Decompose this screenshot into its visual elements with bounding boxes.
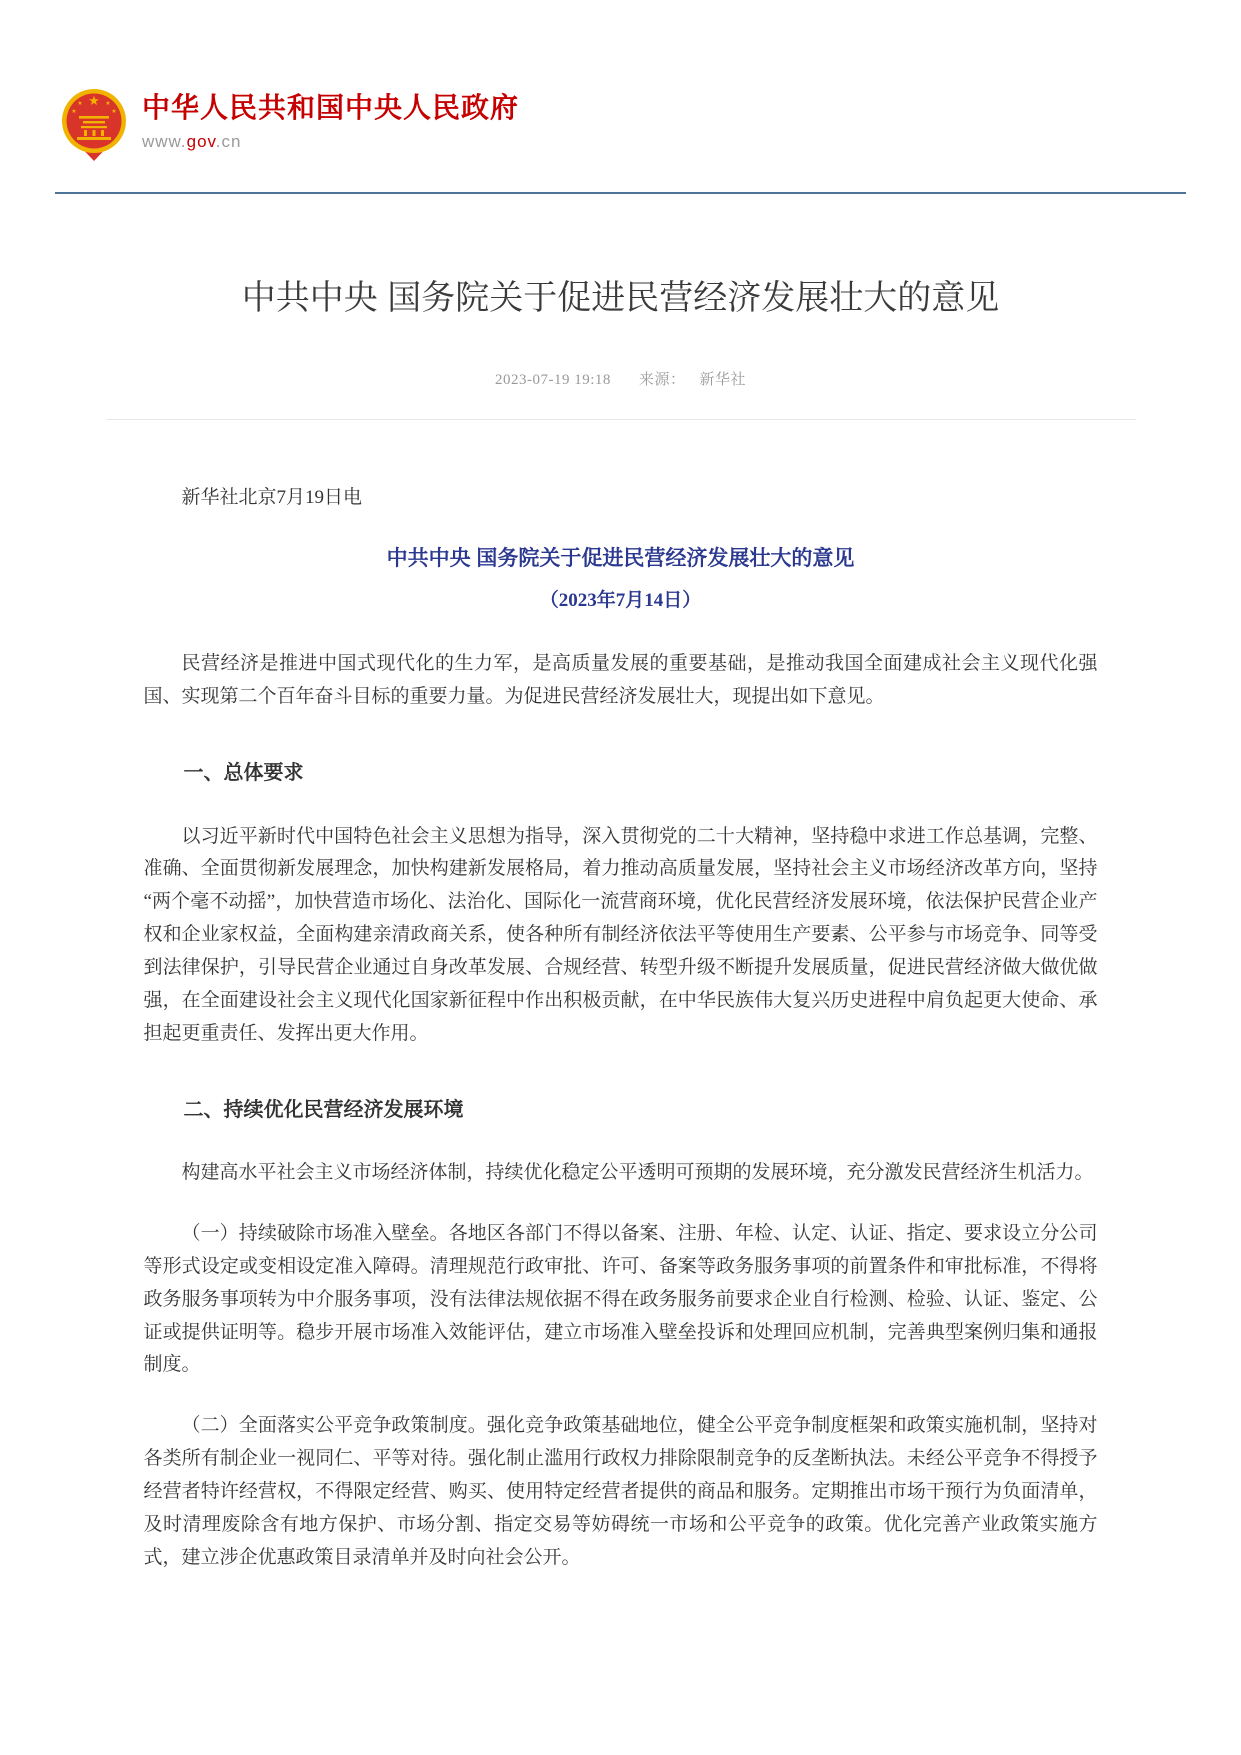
site-url-suffix: .cn bbox=[215, 132, 242, 152]
header-divider bbox=[55, 192, 1186, 194]
document-title: 中共中央 国务院关于促进民营经济发展壮大的意见 bbox=[386, 547, 855, 571]
article-meta bbox=[106, 368, 1136, 420]
body-paragraph: 民营经济是推进中国式现代化的生力军，是高质量发展的重要基础，是推动我国全面建成社会主义现代化强国、实现第二个百年奋斗目标的重要力量。为促进民营经济发展壮大，现提出如下意见。 bbox=[143, 653, 1098, 708]
site-header-brand[interactable] bbox=[0, 0, 1241, 162]
brand-text-block bbox=[142, 88, 519, 152]
source-label: 来源： bbox=[638, 372, 686, 389]
site-url bbox=[142, 132, 519, 152]
source-name: 新华社 bbox=[699, 372, 746, 389]
site-url-gov: gov bbox=[186, 132, 216, 152]
svg-text:★: ★ bbox=[105, 100, 111, 107]
article-body bbox=[106, 420, 1136, 1574]
svg-text:★: ★ bbox=[88, 94, 100, 109]
body-paragraph: （一）持续破除市场准入壁垒。各地区各部门不得以备案、注册、年检、认定、认证、指定、要求设立分公司等形式设定或变相设定准入障碍。清理规范行政审批、许可、备案等政务服务事项的前置条件和审批标准，不得将政务服务事项转为中介服务事项，没有法律法规依据不得在政务服务前要求企业自行检测、检验、认证、鉴定、公证或提供证明等。稳步开展市场准入效能评估，建立市场准入壁垒投诉和处理回应机制，完善典型案例归集和通报制度。 bbox=[143, 1223, 1098, 1376]
body-paragraph: 构建高水平社会主义市场经济体制，持续优化稳定公平透明可预期的发展环境，充分激发民营经济生机活力。 bbox=[181, 1162, 1094, 1184]
document-date-subtitle: （2023年7月14日） bbox=[539, 590, 702, 612]
svg-text:★: ★ bbox=[111, 108, 117, 115]
dateline: 新华社北京7月19日电 bbox=[181, 487, 363, 509]
section-heading: 二、持续优化民营经济发展环境 bbox=[183, 1098, 464, 1121]
section-heading: 一、总体要求 bbox=[183, 761, 304, 784]
site-name: 中华人民共和国中央人民政府 bbox=[142, 92, 520, 123]
site-url-prefix: www. bbox=[142, 132, 187, 152]
svg-text:★: ★ bbox=[71, 108, 77, 115]
body-paragraph: 以习近平新时代中国特色社会主义思想为指导，深入贯彻党的二十大精神，坚持稳中求进工作总基调，完整、准确、全面贯彻新发展理念，加快构建新发展格局，着力推动高质量发展，坚持社会主义市场经济改革方向，坚持“两个毫不动摇”，加快营造市场化、法治化、国际化一流营商环境，优化民营经济发展环境，依法保护民营企业产权和企业家权益，全面构建亲清政商关系，使各种所有制经济依法平等使用生产要素、公平参与市场竞争、同等受到法律保护，引导民营企业通过自身改革发展、合规经营、转型升级不断提升发展质量，促进民营经济做大做优做强，在全面建设社会主义现代化国家新征程中作出积极贡献，在中华民族伟大复兴历史进程中肩负起更大使命、承担起更重责任、发挥出更大作用。 bbox=[143, 825, 1098, 1044]
publish-datetime: 2023-07-19 19:18 bbox=[495, 372, 611, 389]
national-emblem-icon bbox=[60, 88, 128, 162]
body-paragraph: （二）全面落实公平竞争政策制度。强化竞争政策基础地位，健全公平竞争制度框架和政策实施机制，坚持对各类所有制企业一视同仁、平等对待。强化制止滥用行政权力排除限制竞争的反垄断执法。未经公平竞争不得授予经营者特许经营权，不得限定经营、购买、使用特定经营者提供的商品和服务。定期推出市场干预行为负面清单，及时清理废除含有地方保护、市场分割、指定交易等妨碍统一市场和公平竞争的政策。优化完善产业政策实施方式，建立涉企优惠政策目录清单并及时向社会公开。 bbox=[143, 1415, 1098, 1568]
page-title: 中共中央 国务院关于促进民营经济发展壮大的意见 bbox=[241, 279, 1000, 317]
svg-text:★: ★ bbox=[77, 100, 83, 107]
article bbox=[106, 276, 1136, 1693]
